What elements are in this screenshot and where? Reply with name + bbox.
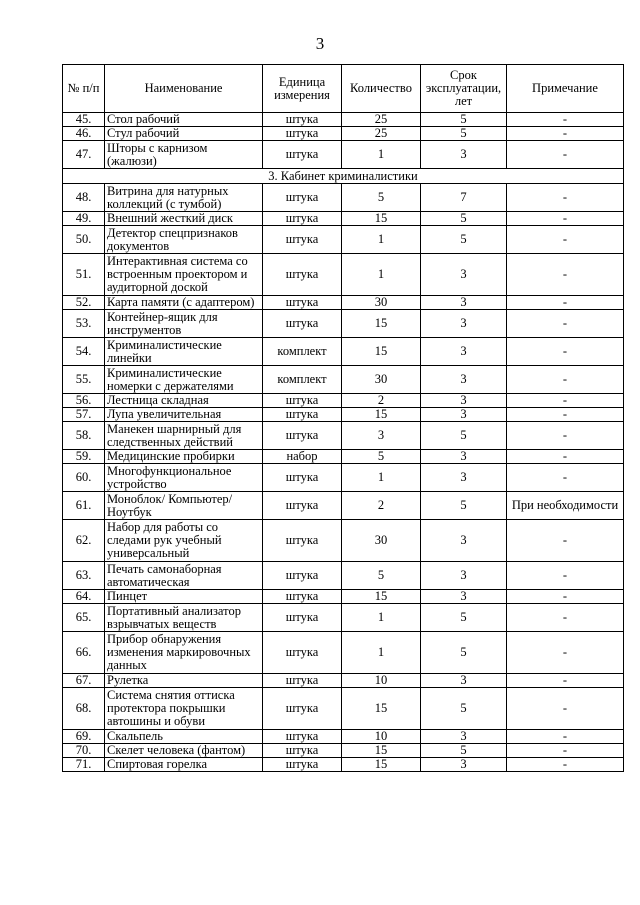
cell-num: 68. (63, 688, 105, 730)
cell-qty: 15 (342, 688, 421, 730)
cell-num: 45. (63, 113, 105, 127)
cell-note: - (507, 422, 624, 450)
cell-note: При необходимости (507, 492, 624, 520)
cell-life: 3 (421, 310, 507, 338)
cell-qty: 10 (342, 730, 421, 744)
cell-qty: 15 (342, 590, 421, 604)
cell-name: Криминалистические линейки (105, 338, 263, 366)
cell-unit: штука (263, 113, 342, 127)
cell-qty: 3 (342, 422, 421, 450)
cell-unit: штука (263, 632, 342, 674)
cell-name: Медицинские пробирки (105, 450, 263, 464)
cell-qty: 10 (342, 674, 421, 688)
table-row (63, 688, 624, 730)
cell-qty: 25 (342, 113, 421, 127)
cell-name: Лупа увеличительная (105, 408, 263, 422)
cell-note: - (507, 688, 624, 730)
cell-qty: 2 (342, 492, 421, 520)
cell-note: - (507, 464, 624, 492)
cell-note: - (507, 141, 624, 169)
equipment-table (62, 64, 624, 772)
cell-unit: штука (263, 562, 342, 590)
cell-life: 5 (421, 688, 507, 730)
header-num: № п/п (63, 65, 105, 113)
cell-name: Витрина для натурных коллекций (с тумбой) (105, 184, 263, 212)
cell-num: 71. (63, 758, 105, 772)
cell-note: - (507, 184, 624, 212)
cell-unit: штука (263, 310, 342, 338)
cell-name: Система снятия оттиска протектора покрышки автошины и обуви (105, 688, 263, 730)
cell-life: 5 (421, 744, 507, 758)
cell-qty: 15 (342, 310, 421, 338)
table-row (63, 366, 624, 394)
cell-name: Рулетка (105, 674, 263, 688)
cell-qty: 15 (342, 744, 421, 758)
cell-unit: штука (263, 184, 342, 212)
cell-life: 3 (421, 450, 507, 464)
section-row (63, 169, 624, 184)
cell-life: 3 (421, 394, 507, 408)
cell-qty: 1 (342, 632, 421, 674)
page-number: 3 (315, 34, 325, 53)
table-header-row (63, 65, 624, 113)
cell-life: 7 (421, 184, 507, 212)
cell-qty: 5 (342, 562, 421, 590)
cell-life: 3 (421, 674, 507, 688)
cell-num: 50. (63, 226, 105, 254)
cell-life: 3 (421, 366, 507, 394)
cell-note: - (507, 674, 624, 688)
cell-note: - (507, 758, 624, 772)
cell-life: 3 (421, 141, 507, 169)
cell-name: Внешний жесткий диск (105, 212, 263, 226)
cell-name: Пинцет (105, 590, 263, 604)
cell-num: 58. (63, 422, 105, 450)
cell-num: 67. (63, 674, 105, 688)
cell-num: 48. (63, 184, 105, 212)
cell-life: 5 (421, 422, 507, 450)
cell-num: 69. (63, 730, 105, 744)
cell-num: 55. (63, 366, 105, 394)
cell-qty: 15 (342, 212, 421, 226)
cell-qty: 15 (342, 408, 421, 422)
table-row (63, 604, 624, 632)
cell-qty: 1 (342, 604, 421, 632)
cell-note: - (507, 296, 624, 310)
cell-note: - (507, 113, 624, 127)
cell-num: 56. (63, 394, 105, 408)
cell-num: 59. (63, 450, 105, 464)
table-row (63, 212, 624, 226)
cell-name: Шторы с карнизом (жалюзи) (105, 141, 263, 169)
cell-note: - (507, 632, 624, 674)
cell-note: - (507, 590, 624, 604)
cell-num: 65. (63, 604, 105, 632)
cell-life: 3 (421, 254, 507, 296)
cell-note: - (507, 310, 624, 338)
cell-note: - (507, 450, 624, 464)
cell-unit: набор (263, 450, 342, 464)
cell-life: 3 (421, 338, 507, 366)
cell-qty: 30 (342, 296, 421, 310)
cell-note: - (507, 254, 624, 296)
cell-life: 3 (421, 562, 507, 590)
cell-unit: штука (263, 688, 342, 730)
cell-life: 3 (421, 464, 507, 492)
cell-note: - (507, 366, 624, 394)
cell-life: 5 (421, 212, 507, 226)
table-row (63, 141, 624, 169)
cell-life: 5 (421, 226, 507, 254)
table-row (63, 127, 624, 141)
table-row (63, 590, 624, 604)
cell-unit: штука (263, 520, 342, 562)
table-row (63, 492, 624, 520)
cell-unit: штука (263, 408, 342, 422)
cell-qty: 5 (342, 450, 421, 464)
cell-qty: 1 (342, 226, 421, 254)
cell-name: Скальпель (105, 730, 263, 744)
cell-name: Криминалистические номерки с держателями (105, 366, 263, 394)
cell-qty: 15 (342, 758, 421, 772)
cell-qty: 2 (342, 394, 421, 408)
cell-num: 52. (63, 296, 105, 310)
cell-name: Детектор спецпризнаков документов (105, 226, 263, 254)
cell-qty: 5 (342, 184, 421, 212)
cell-unit: штука (263, 212, 342, 226)
cell-name: Скелет человека (фантом) (105, 744, 263, 758)
cell-life: 3 (421, 520, 507, 562)
cell-life: 5 (421, 632, 507, 674)
cell-life: 5 (421, 127, 507, 141)
cell-num: 57. (63, 408, 105, 422)
cell-note: - (507, 394, 624, 408)
cell-num: 66. (63, 632, 105, 674)
cell-unit: штука (263, 226, 342, 254)
cell-unit: штука (263, 492, 342, 520)
header-name: Наименование (105, 65, 263, 113)
table-row (63, 674, 624, 688)
cell-name: Печать самонаборная автоматическая (105, 562, 263, 590)
table-row (63, 520, 624, 562)
cell-name: Портативный анализатор взрывчатых веществ (105, 604, 263, 632)
table-row (63, 338, 624, 366)
cell-num: 53. (63, 310, 105, 338)
cell-unit: штука (263, 590, 342, 604)
cell-life: 5 (421, 604, 507, 632)
table-row (63, 730, 624, 744)
cell-unit: штука (263, 127, 342, 141)
cell-num: 61. (63, 492, 105, 520)
cell-num: 49. (63, 212, 105, 226)
table-row (63, 450, 624, 464)
cell-life: 5 (421, 113, 507, 127)
cell-unit: штука (263, 604, 342, 632)
cell-qty: 1 (342, 254, 421, 296)
cell-name: Карта памяти (с адаптером) (105, 296, 263, 310)
cell-name: Набор для работы со следами рук учебный универсальный (105, 520, 263, 562)
cell-name: Стул рабочий (105, 127, 263, 141)
cell-qty: 30 (342, 520, 421, 562)
cell-num: 46. (63, 127, 105, 141)
cell-note: - (507, 562, 624, 590)
section-title: 3. Кабинет криминалистики (63, 169, 624, 184)
cell-qty: 1 (342, 464, 421, 492)
cell-unit: штука (263, 296, 342, 310)
header-unit: Единица измерения (263, 65, 342, 113)
cell-qty: 25 (342, 127, 421, 141)
table-row (63, 226, 624, 254)
cell-qty: 1 (342, 141, 421, 169)
cell-unit: штука (263, 141, 342, 169)
table-row (63, 744, 624, 758)
cell-note: - (507, 744, 624, 758)
cell-qty: 15 (342, 338, 421, 366)
table-row (63, 310, 624, 338)
cell-num: 60. (63, 464, 105, 492)
table-row (63, 422, 624, 450)
cell-name: Манекен шарнирный для следственных действий (105, 422, 263, 450)
cell-num: 70. (63, 744, 105, 758)
cell-num: 63. (63, 562, 105, 590)
table-row (63, 296, 624, 310)
cell-note: - (507, 212, 624, 226)
cell-unit: штука (263, 730, 342, 744)
table-row (63, 562, 624, 590)
table-row (63, 758, 624, 772)
cell-unit: штука (263, 674, 342, 688)
cell-num: 47. (63, 141, 105, 169)
table-row (63, 632, 624, 674)
header-qty: Количество (342, 65, 421, 113)
table-row (63, 254, 624, 296)
cell-life: 3 (421, 296, 507, 310)
cell-unit: штука (263, 744, 342, 758)
cell-note: - (507, 604, 624, 632)
cell-num: 62. (63, 520, 105, 562)
cell-unit: штука (263, 254, 342, 296)
cell-unit: штука (263, 758, 342, 772)
cell-life: 3 (421, 758, 507, 772)
cell-unit: штука (263, 394, 342, 408)
cell-name: Прибор обнаружения изменения маркировочных данных (105, 632, 263, 674)
table-row (63, 113, 624, 127)
cell-name: Лестница складная (105, 394, 263, 408)
cell-life: 5 (421, 492, 507, 520)
cell-note: - (507, 127, 624, 141)
cell-qty: 30 (342, 366, 421, 394)
cell-name: Многофункциональное устройство (105, 464, 263, 492)
cell-note: - (507, 408, 624, 422)
cell-unit: комплект (263, 366, 342, 394)
cell-unit: штука (263, 464, 342, 492)
cell-name: Спиртовая горелка (105, 758, 263, 772)
cell-life: 3 (421, 730, 507, 744)
cell-note: - (507, 226, 624, 254)
header-note: Примечание (507, 65, 624, 113)
table-row (63, 184, 624, 212)
table-row (63, 464, 624, 492)
cell-note: - (507, 520, 624, 562)
cell-note: - (507, 730, 624, 744)
cell-name: Моноблок/ Компьютер/ Ноутбук (105, 492, 263, 520)
table-row (63, 408, 624, 422)
cell-name: Стол рабочий (105, 113, 263, 127)
table-row (63, 394, 624, 408)
cell-life: 3 (421, 590, 507, 604)
cell-num: 51. (63, 254, 105, 296)
cell-life: 3 (421, 408, 507, 422)
header-life: Срок эксплуатации, лет (421, 65, 507, 113)
cell-num: 64. (63, 590, 105, 604)
cell-num: 54. (63, 338, 105, 366)
cell-unit: комплект (263, 338, 342, 366)
cell-note: - (507, 338, 624, 366)
cell-name: Контейнер-ящик для инструментов (105, 310, 263, 338)
cell-name: Интерактивная система со встроенным проектором и аудиторной доской (105, 254, 263, 296)
cell-unit: штука (263, 422, 342, 450)
